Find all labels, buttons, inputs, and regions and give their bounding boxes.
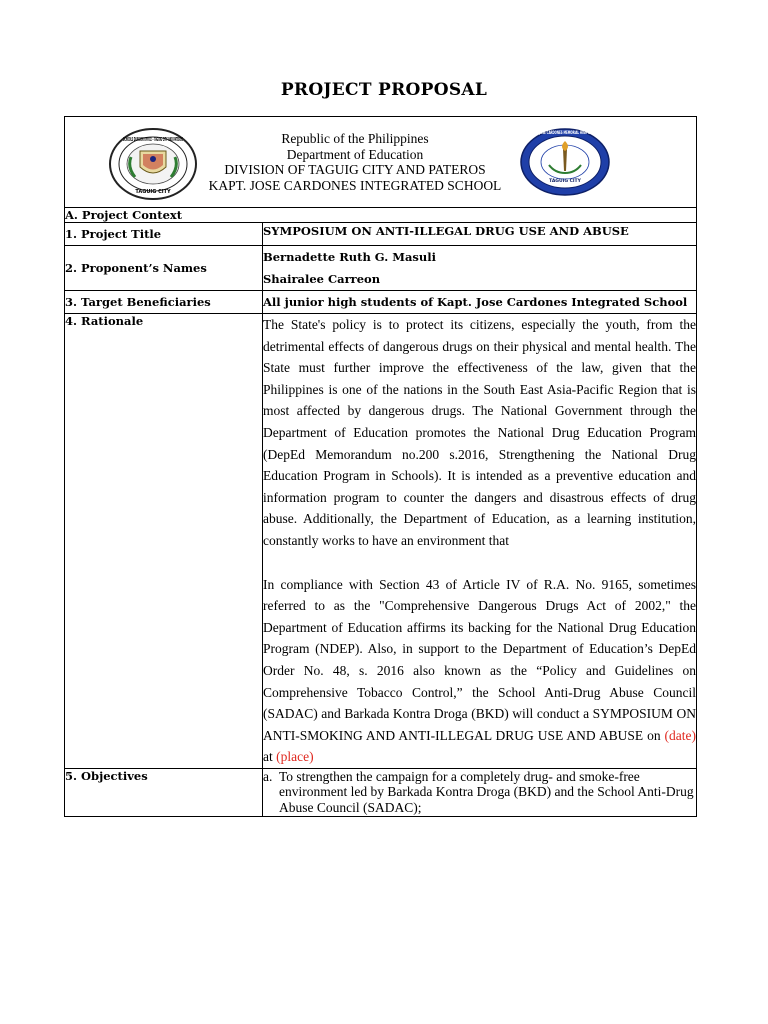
at-word: at (263, 749, 273, 765)
document-title: PROJECT PROPOSAL (280, 80, 488, 100)
division-line: DIVISION OF TAGUIG CITY AND PATEROS (224, 162, 486, 177)
proponent-name: Bernadette Ruth G. Masuli (263, 250, 436, 264)
objective-marker: a. (263, 768, 273, 784)
right-seal-bottom-text: TAGUIG CITY (549, 179, 581, 184)
proponent-name: Shairalee Carreon (263, 272, 381, 286)
left-seal-arc-text: SCHOOLS DIVISION OFFICE – TAGUIG CITY AND PATEROS (123, 137, 184, 143)
left-seal-bottom-text: TAGUIG CITY (135, 189, 171, 195)
proponents-value (263, 246, 697, 291)
republic-line: Republic of the Philippines (281, 131, 429, 146)
date-placeholder: (date) (664, 727, 697, 743)
rationale-label: 4. Rationale (65, 314, 263, 769)
letterhead (65, 117, 697, 208)
project-context-label: A. Project Context (65, 208, 697, 223)
objective-item (263, 769, 696, 816)
proponents-label: 2. Proponent’s Names (65, 246, 263, 291)
objectives-row (65, 768, 697, 816)
rationale-paragraph-text: In compliance with Section 43 of Article IV of R.A. No. 9165, sometimes referred to as the "Comprehensive Dangerous Drugs Act of 2002," the Department of Education affirms its backing for the National Drug Education Program (NDEP). Also, in support to the Department of Education’s DepEd Order No. 48, s. 2016 also known as the “Policy and Guidelines on Comprehensive Tobacco Control,” the School Anti-Drug Abuse Council (SADAC) and Barkada Kontra Droga (BKD) will conduct a SYMPOSIUM ON ANTI-SMOKING AND ANTI-ILLEGAL DRUG USE AND ABUSE on (263, 576, 696, 743)
title-row (65, 223, 697, 246)
project-title-value: SYMPOSIUM ON ANTI-ILLEGAL DRUG USE AND ABUSE (263, 223, 697, 246)
school-seal-logo (519, 127, 653, 197)
proponents-row (65, 246, 697, 291)
rationale-paragraph: The State's policy is to protect its citizens, especially the youth, from the detrimental effects of dangerous drugs on their physical and mental health. The State must further improve the effectiveness of the law, given that the Philippines is one of the nations in the South East Asia-Pacific Region that is most affected by dangerous drugs. The National Government through the Department of Education promotes the National Drug Education Program (DepEd Memorandum no.200 s.2016, Strengthening the National Drug Education Program in Schools). It is intended as a preventive education and information program to counter the dangers and disastrous effects of drug abuse. Additionally, the Department of Education, as a learning institution, constantly works to have an environment that (263, 317, 696, 548)
school-line: KAPT. JOSE CARDONES INTEGRATED SCHOOL (208, 177, 502, 193)
department-line: Department of Education (286, 146, 424, 162)
context-row (65, 208, 697, 223)
beneficiaries-value: All junior high students of Kapt. Jose Cardones Integrated School (263, 291, 697, 314)
project-title-label: 1. Project Title (65, 223, 263, 246)
rationale-text (263, 314, 697, 769)
rationale-paragraph (263, 574, 696, 768)
letterhead-text (185, 131, 525, 193)
objectives-list (263, 768, 697, 816)
rationale-row (65, 314, 697, 769)
beneficiaries-label: 3. Target Beneficiaries (65, 291, 263, 314)
objectives-label: 5. Objectives (65, 768, 263, 816)
proposal-table (64, 116, 697, 817)
header-row (65, 117, 697, 208)
division-seal-logo (109, 127, 197, 201)
objective-text: To strengthen the campaign for a completely drug- and smoke-free environment led by Barkada Kontra Droga (BKD) and the School Anti-Drug Abuse Council (SADAC); (279, 768, 694, 816)
right-seal-arc-text: KAPT. JOSE CARDONES MEMORIAL HIGH SCHOOL (530, 131, 653, 136)
place-placeholder: (place) (276, 749, 314, 765)
beneficiaries-row (65, 291, 697, 314)
